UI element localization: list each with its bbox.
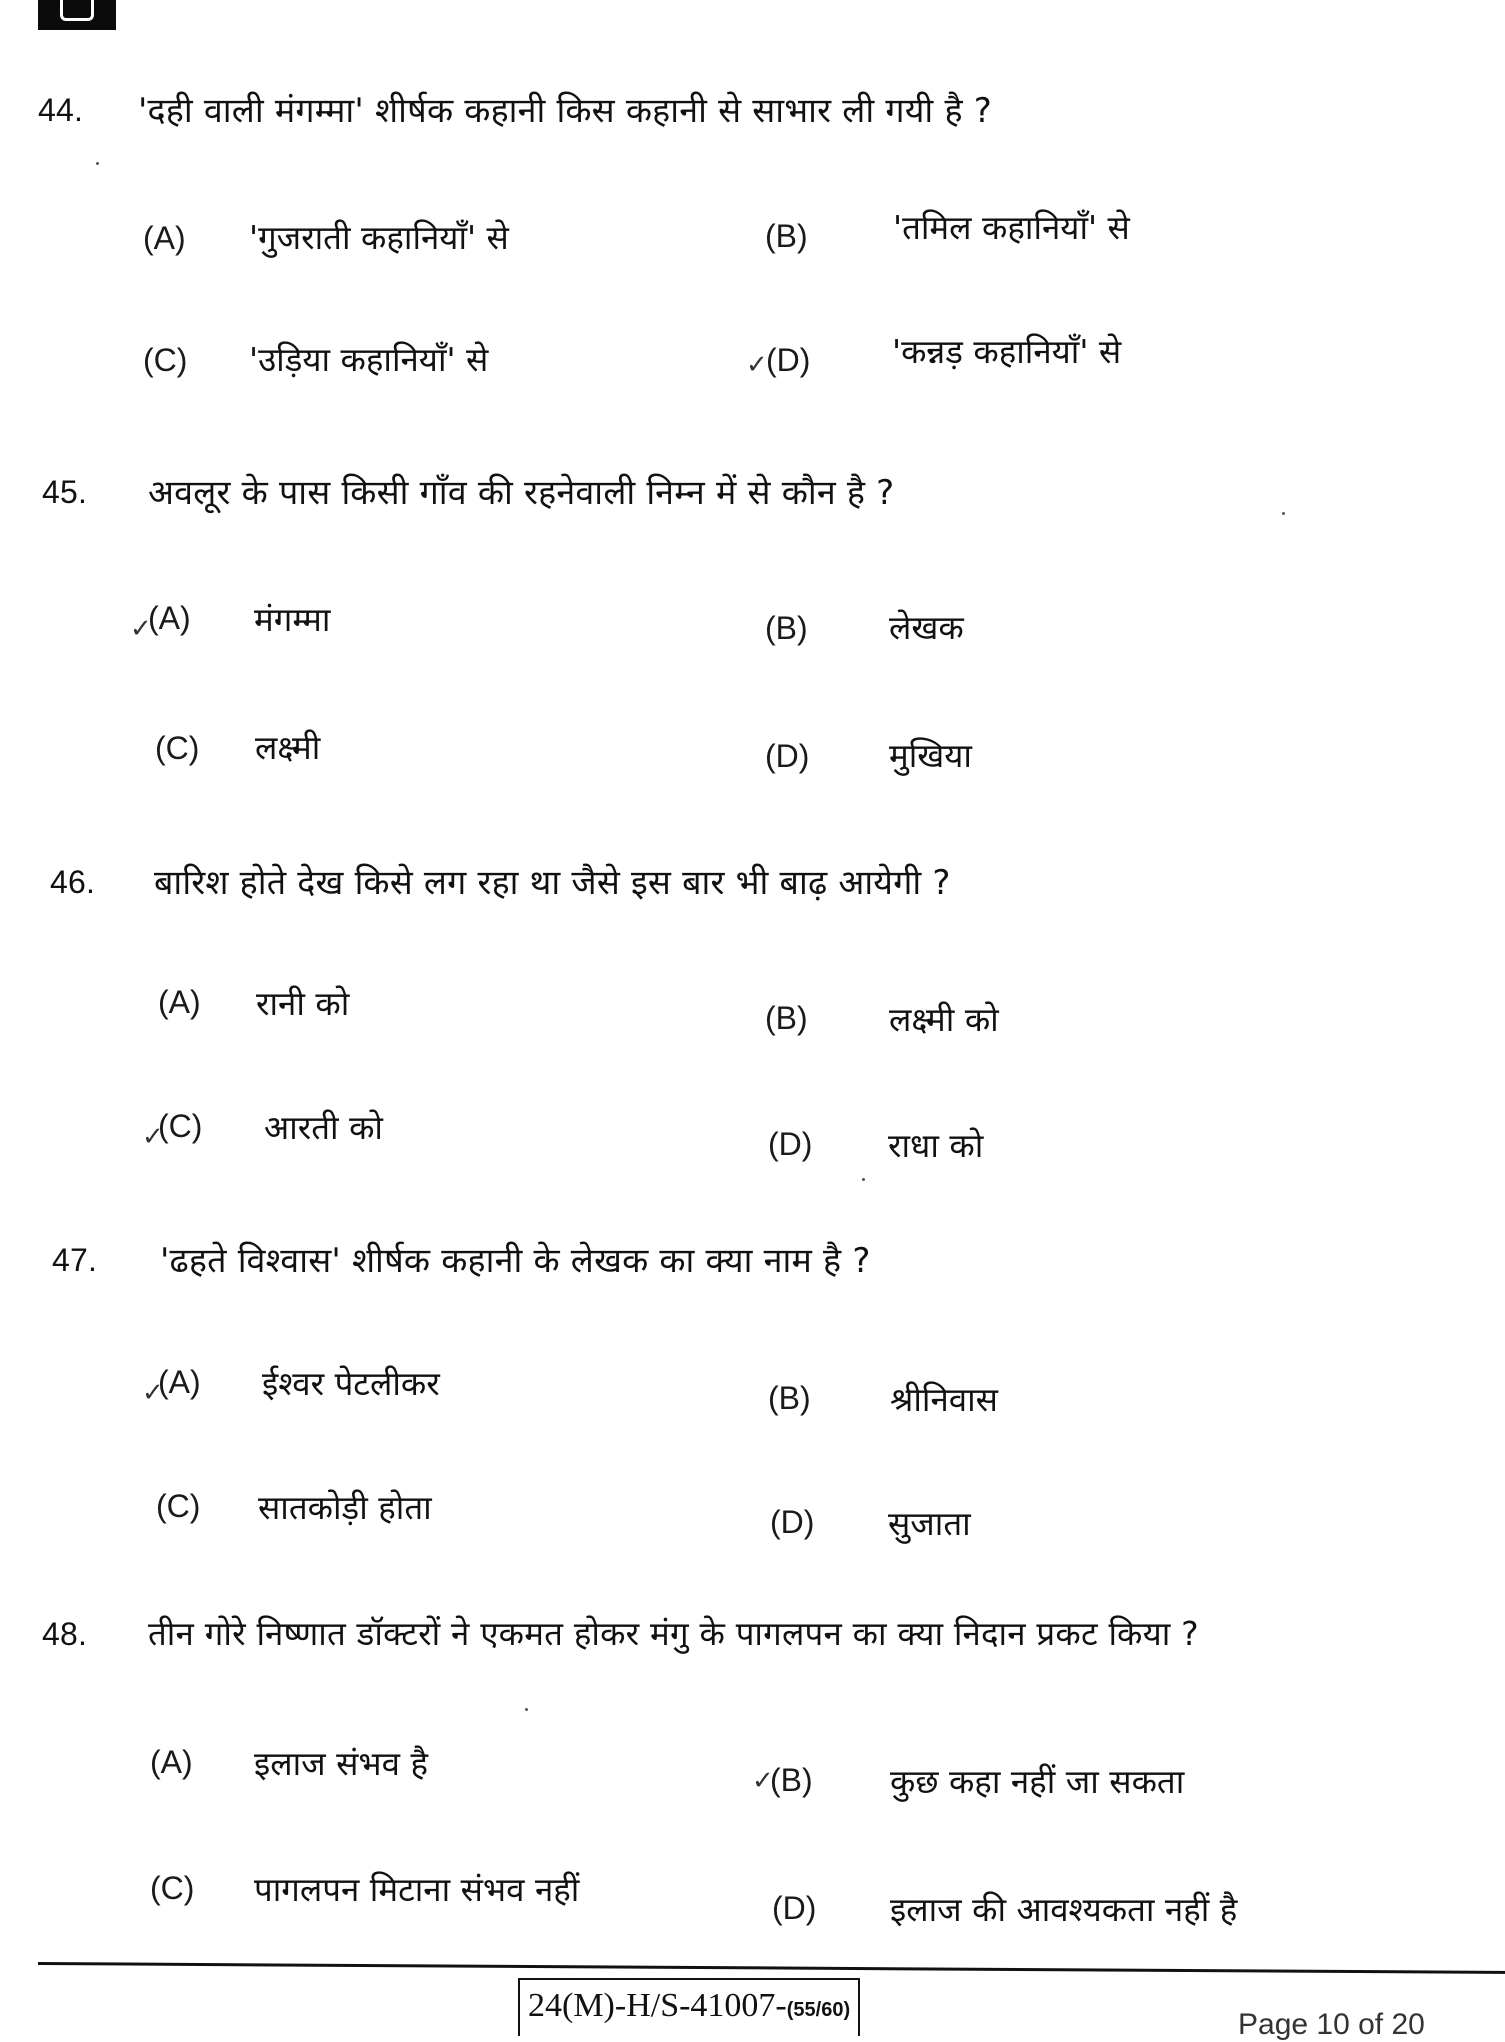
- tick-mark-icon: ✓: [142, 1122, 164, 1152]
- question-text: अवलूर के पास किसी गाँव की रहनेवाली निम्न में से कौन है ?: [148, 473, 895, 513]
- option-text: इलाज संभव है: [254, 1744, 428, 1783]
- option-text: कुछ कहा नहीं जा सकता: [890, 1762, 1185, 1801]
- option-label: (C): [143, 342, 188, 378]
- scan-speck: [862, 1178, 865, 1181]
- option-text: लक्ष्मी को: [889, 1000, 999, 1039]
- scan-speck: [525, 1708, 528, 1711]
- option-text: सुजाता: [888, 1504, 971, 1543]
- option-label: (B): [770, 1762, 813, 1798]
- option-label: (B): [768, 1380, 811, 1416]
- paper-code: 24(M)-H/S-41007-: [528, 1987, 787, 2024]
- option-label: (A): [150, 1744, 193, 1780]
- option-label: (D): [770, 1504, 815, 1540]
- option-text: 'उड़िया कहानियाँ' से: [249, 340, 489, 379]
- question-number: 47.: [52, 1242, 98, 1278]
- option-label: (C): [150, 1870, 195, 1906]
- scan-speck: [1282, 512, 1285, 515]
- question-number: 46.: [50, 864, 96, 900]
- question-number: 44.: [38, 92, 84, 128]
- question-text: 'ढहते विश्वास' शीर्षक कहानी के लेखक का क्या नाम है ?: [160, 1241, 871, 1281]
- option-text: लेखक: [889, 608, 964, 647]
- tick-mark-icon: ✓: [130, 614, 152, 644]
- page-number: Page 10 of 20: [1238, 2008, 1425, 2041]
- option-label: (C): [158, 1108, 203, 1144]
- option-label: (A): [143, 220, 186, 256]
- paper-code-suffix: (55/60): [786, 1999, 851, 2021]
- footer-divider: [38, 1962, 1505, 1974]
- option-text: राधा को: [888, 1126, 984, 1165]
- option-label: (B): [765, 1000, 808, 1036]
- scan-speck: [96, 162, 99, 165]
- option-text: श्रीनिवास: [890, 1380, 998, 1419]
- option-label: (D): [766, 342, 811, 378]
- option-text: इलाज की आवश्यकता नहीं है: [890, 1890, 1238, 1929]
- question-text: 'दही वाली मंगम्मा' शीर्षक कहानी किस कहानी से साभार ली गयी है ?: [138, 91, 992, 131]
- set-marker-glyph: [60, 0, 94, 21]
- question-text: तीन गोरे निष्णात डॉक्टरों ने एकमत होकर मंगु के पागलपन का क्या निदान प्रकट किया ?: [148, 1614, 1199, 1653]
- option-text: सातकोड़ी होता: [258, 1488, 432, 1527]
- paper-code-box: [518, 1978, 860, 2036]
- option-text: 'कन्नड़ कहानियाँ' से: [892, 332, 1122, 371]
- option-text: आरती को: [264, 1108, 383, 1147]
- tick-mark-icon: ✓: [142, 1378, 164, 1408]
- option-text: पागलपन मिटाना संभव नहीं: [254, 1870, 580, 1909]
- tick-mark-icon: ✓: [746, 350, 768, 380]
- option-text: 'गुजराती कहानियाँ' से: [249, 218, 509, 257]
- option-label: (B): [765, 610, 808, 646]
- question-number: 48.: [42, 1616, 88, 1652]
- option-label: (D): [768, 1126, 813, 1162]
- option-text: ईश्वर पेटलीकर: [262, 1364, 440, 1403]
- option-label: (C): [156, 1488, 201, 1524]
- tick-mark-icon: ✓: [752, 1766, 774, 1796]
- option-text: रानी को: [256, 984, 350, 1023]
- option-label: (A): [148, 600, 191, 636]
- option-text: मंगम्मा: [254, 600, 331, 639]
- set-marker-badge: [38, 0, 116, 30]
- question-text: बारिश होते देख किसे लग रहा था जैसे इस बार भी बाढ़ आयेगी ?: [154, 863, 951, 903]
- option-text: लक्ष्मी: [255, 728, 321, 767]
- option-label: (D): [772, 1890, 817, 1926]
- option-text: मुखिया: [889, 736, 972, 775]
- question-number: 45.: [42, 474, 88, 510]
- option-label: (D): [765, 738, 810, 774]
- option-label: (A): [158, 984, 201, 1020]
- option-label: (B): [765, 218, 808, 254]
- option-label: (C): [155, 730, 200, 766]
- option-text: 'तमिल कहानियाँ' से: [893, 208, 1130, 247]
- option-label: (A): [158, 1364, 201, 1400]
